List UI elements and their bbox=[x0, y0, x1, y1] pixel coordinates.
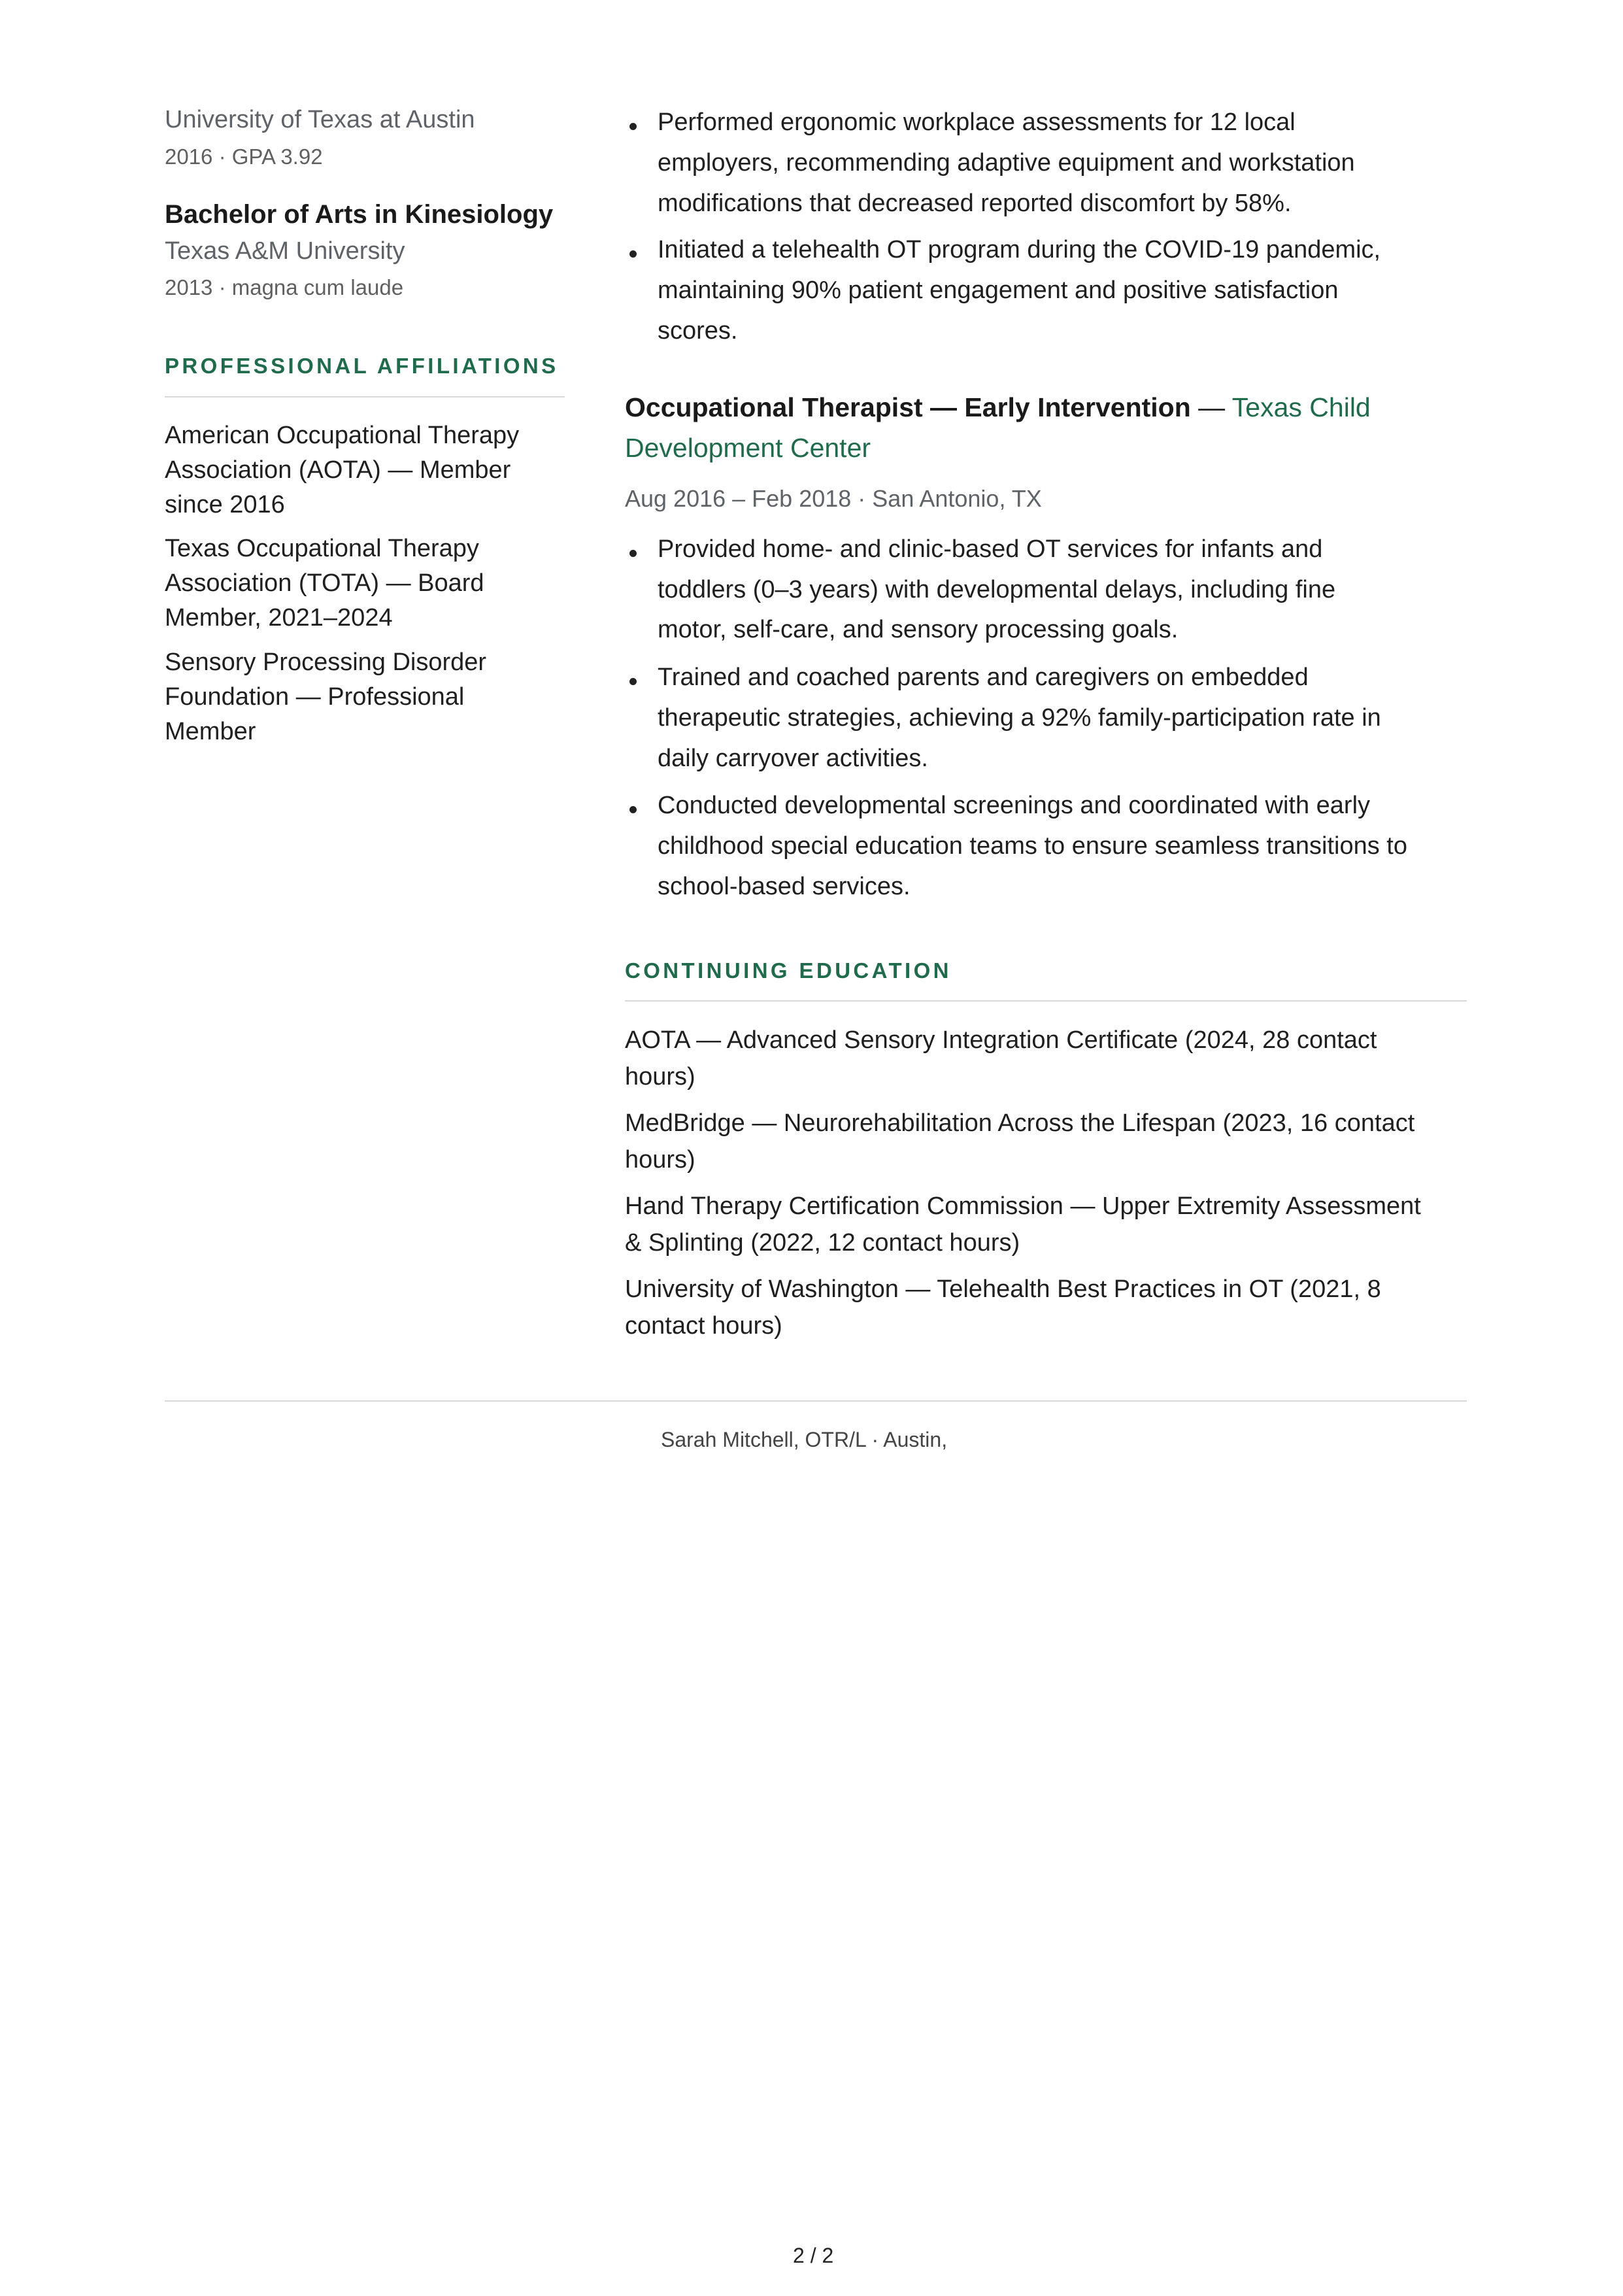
education-school: University of Texas at Austin bbox=[165, 106, 475, 133]
section-divider bbox=[165, 396, 565, 397]
job-employer: Texas Child bbox=[1231, 392, 1371, 422]
bullet-line: modifications that decreased reported discomfort by 58%. bbox=[658, 190, 1292, 217]
bullet-line: employers, recommending adaptive equipment and workstation bbox=[658, 149, 1355, 177]
section-heading-affiliations: PROFESSIONAL AFFILIATIONS bbox=[165, 354, 559, 378]
section-heading-continuing-education: CONTINUING EDUCATION bbox=[625, 958, 952, 983]
affiliation-line: Member bbox=[165, 718, 256, 745]
affiliation-line: Member, 2021–2024 bbox=[165, 604, 393, 632]
job-meta: Aug 2016 – Feb 2018 · San Antonio, TX bbox=[625, 485, 1042, 512]
affiliation-line: since 2016 bbox=[165, 491, 285, 518]
education-school: Texas A&M University bbox=[165, 237, 405, 265]
job-heading bbox=[625, 392, 1371, 423]
bullet-dot-icon bbox=[629, 806, 637, 813]
continuing-line: hours) bbox=[625, 1146, 695, 1173]
job-separator: — bbox=[1190, 392, 1232, 422]
affiliation-line: American Occupational Therapy bbox=[165, 422, 520, 449]
affiliation-line: Association (TOTA) — Board bbox=[165, 569, 484, 597]
continuing-line: contact hours) bbox=[625, 1312, 782, 1340]
footer-text: Sarah Mitchell, OTR/L · Austin, bbox=[661, 1428, 948, 1451]
bullet-dot-icon bbox=[629, 123, 637, 130]
bullet-line: school-based services. bbox=[658, 873, 911, 900]
footer-divider bbox=[165, 1400, 1467, 1402]
bullet-line: motor, self-care, and sensory processing goals. bbox=[658, 616, 1179, 643]
bullet-line: therapeutic strategies, achieving a 92% family-participation rate in bbox=[658, 704, 1381, 732]
bullet-line: Initiated a telehealth OT program during the COVID-19 pandemic, bbox=[658, 236, 1381, 263]
bullet-line: Performed ergonomic workplace assessments for 12 local bbox=[658, 109, 1296, 136]
affiliation-line: Association (AOTA) — Member bbox=[165, 456, 511, 484]
bullet-dot-icon bbox=[629, 550, 637, 557]
job-title: Occupational Therapist — Early Intervention bbox=[625, 392, 1191, 422]
bullet-line: scores. bbox=[658, 317, 738, 345]
bullet-line: Trained and coached parents and caregivers on embedded bbox=[658, 664, 1309, 691]
continuing-line: hours) bbox=[625, 1063, 695, 1090]
bullet-dot-icon bbox=[629, 678, 637, 685]
bullet-line: Provided home- and clinic-based OT services for infants and bbox=[658, 535, 1323, 563]
continuing-line: & Splinting (2022, 12 contact hours) bbox=[625, 1229, 1020, 1257]
job-employer-continued: Development Center bbox=[625, 433, 871, 463]
bullet-line: toddlers (0–3 years) with developmental delays, including fine bbox=[658, 576, 1336, 603]
continuing-line: MedBridge — Neurorehabilitation Across the Lifespan (2023, 16 contact bbox=[625, 1109, 1415, 1137]
education-meta: 2013 · magna cum laude bbox=[165, 275, 404, 299]
affiliation-line: Sensory Processing Disorder bbox=[165, 649, 487, 676]
affiliation-line: Foundation — Professional bbox=[165, 683, 465, 711]
bullet-dot-icon bbox=[629, 250, 637, 258]
continuing-line: AOTA — Advanced Sensory Integration Certificate (2024, 28 contact bbox=[625, 1026, 1377, 1054]
page-number: 2 / 2 bbox=[793, 2244, 834, 2267]
bullet-line: daily carryover activities. bbox=[658, 745, 928, 772]
education-meta: 2016 · GPA 3.92 bbox=[165, 144, 323, 169]
bullet-line: Conducted developmental screenings and coordinated with early bbox=[658, 792, 1371, 819]
degree-title: Bachelor of Arts in Kinesiology bbox=[165, 200, 554, 229]
section-divider bbox=[625, 1000, 1467, 1002]
affiliation-line: Texas Occupational Therapy bbox=[165, 535, 479, 562]
bullet-line: childhood special education teams to ensure seamless transitions to bbox=[658, 832, 1407, 860]
bullet-line: maintaining 90% patient engagement and positive satisfaction bbox=[658, 277, 1339, 304]
continuing-line: University of Washington — Telehealth Best Practices in OT (2021, 8 bbox=[625, 1275, 1381, 1303]
continuing-line: Hand Therapy Certification Commission — Upper Extremity Assessment bbox=[625, 1192, 1421, 1220]
